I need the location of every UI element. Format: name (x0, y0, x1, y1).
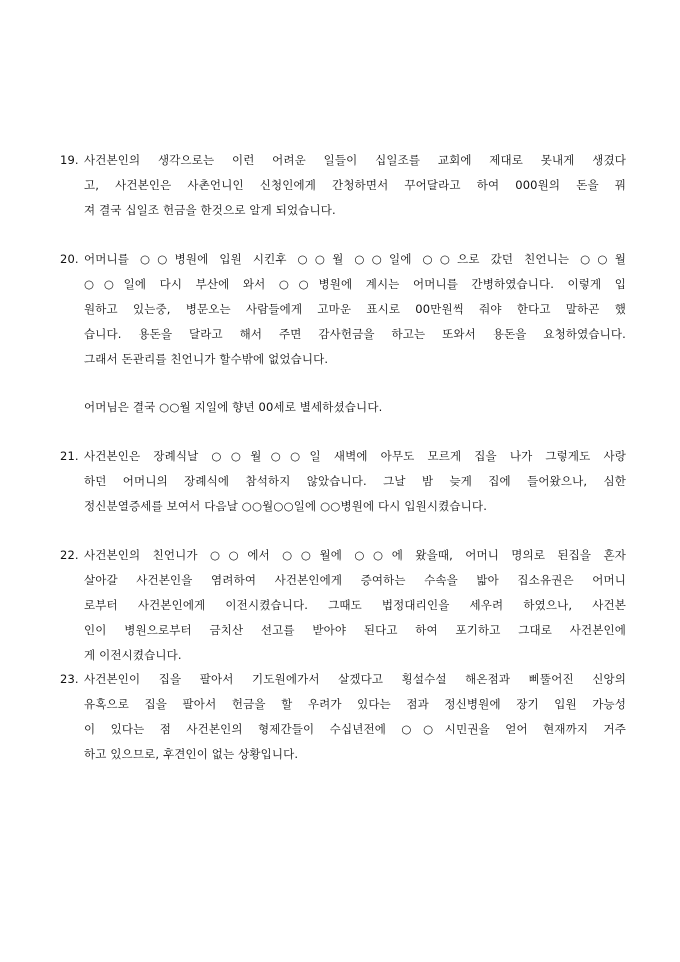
paragraph-21 (60, 444, 626, 519)
paragraph-line: 하던 어머니의 장례식에 참석하지 않았습니다. 그날 밤 늦게 집에 들어왔으나, 심한 (84, 474, 626, 488)
paragraph-line-text: 사건본인의 친언니가 ○○에서 ○○월에 ○○에 왔을때, 어머니 명의로 된집을 혼자 (84, 548, 626, 562)
paragraph-23 (60, 667, 626, 767)
paragraph-line-text: 사건본인의 생각으로는 이런 어려운 일들이 십일조를 교회에 제대로 못내게 생겼다 (84, 153, 626, 167)
paragraph-line: 원하고 있는중, 병문오는 사람들에게 고마운 표시로 00만원씩 줘야 한다고 말하곤 했 (84, 302, 626, 316)
paragraph-22 (60, 543, 626, 668)
paragraph-line: 정신분열증세를 보여서 다음날 ○○월○○일에 ○○병원에 다시 입원시켰습니다. (84, 499, 487, 513)
paragraph-number: 22. (60, 548, 79, 562)
paragraph-line-text: 사건본인은 장례식날 ○○월○○일 새벽에 아무도 모르게 집을 나가 그렇게도 사랑 (84, 449, 626, 463)
paragraph-line: ○○일에 다시 부산에 와서 ○○병원에 계시는 어머니를 간병하였습니다. 이렇게 입 (84, 277, 626, 291)
paragraph-line: 살아갈 사건본인을 염려하여 사건본인에게 증여하는 수속을 밟아 집소유권은 어머니 (84, 573, 626, 587)
paragraph-line: 고, 사건본인은 사촌언니인 신청인에게 간청하면서 꾸어달라고 하여 000원의 돈을 꿔 (84, 178, 626, 192)
paragraph-20 (60, 247, 626, 372)
paragraph-number: 23. (60, 672, 79, 686)
paragraph-number: 21. (60, 449, 79, 463)
paragraph-19 (60, 148, 626, 223)
paragraph-line-text: 사건본인이 집을 팔아서 기도원에가서 살겠다고 횡설수설 해온점과 삐뚤어진 신앙의 (84, 672, 626, 686)
paragraph-line: 이 있다는 점 사건본인의 형제간들이 수십년전에 ○○시민권을 얻어 현재까지 거주 (84, 722, 626, 736)
paragraph-number: 20. (60, 252, 79, 266)
paragraph-line (60, 148, 626, 173)
paragraph-line: 로부터 사건본인에게 이전시켰습니다. 그때도 법정대리인을 세우려 하였으나, 사건본 (84, 598, 626, 612)
paragraph-line: 게 이전시켰습니다. (84, 648, 182, 662)
paragraph-number: 19. (60, 153, 79, 167)
paragraph-line-text: 어머니를 ○○병원에 입원 시킨후 ○○월 ○○일에 ○○으로 갔던 친언니는 ○○월 (84, 252, 626, 266)
paragraph-line: 그래서 돈관리를 친언니가 할수밖에 없었습니다. (84, 352, 329, 366)
paragraph-line (60, 543, 626, 568)
paragraph-line (60, 444, 626, 469)
paragraph-line: 어머님은 결국 ○○월 지일에 향년 00세로 별세하셨습니다. (84, 400, 383, 414)
paragraph-line: 유혹으로 집을 팔아서 헌금을 할 우려가 있다는 점과 정신병원에 장기 입원 가능성 (84, 697, 626, 711)
paragraph-line: 습니다. 용돈을 달라고 해서 주면 감사헌금을 하고는 또와서 용돈을 요청하였습니다. (84, 327, 626, 341)
paragraph-line: 하고 있으므로, 후견인이 없는 상황입니다. (84, 747, 299, 761)
paragraph-line (60, 247, 626, 272)
paragraph-unnumbered (84, 395, 650, 420)
paragraph-line: 인이 병원으로부터 금치산 선고를 받아야 된다고 하여 포기하고 그대로 사건본인에 (84, 623, 626, 637)
paragraph-line: 져 결국 십일조 헌금을 한것으로 알게 되었습니다. (84, 203, 336, 217)
paragraph-line (60, 667, 626, 692)
